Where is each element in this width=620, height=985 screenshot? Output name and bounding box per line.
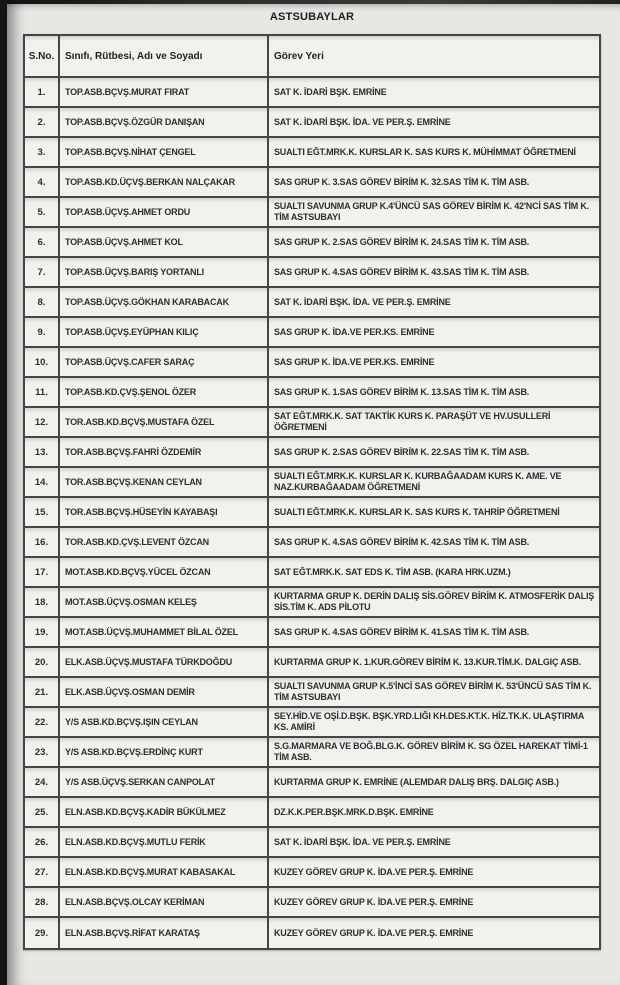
row-serial-number: [25, 618, 60, 646]
row-serial-number-label: 15.: [34, 506, 49, 518]
row-serial-number-label: 27.: [34, 866, 49, 878]
row-serial-number-label: 10.: [34, 356, 49, 368]
row-duty-station-label: SAT EĞT.MRK.K. SAT TAKTİK KURS K. PARAŞÜT VE HV.USULLERİ ÖĞRETMENİ: [274, 411, 551, 432]
table-row: [25, 798, 599, 828]
row-serial-number: [25, 498, 60, 526]
row-name-label: TOP.ASB.ÜÇVŞ.GÖKHAN KARABACAK: [65, 297, 229, 307]
row-duty-station: [269, 888, 599, 916]
table-row: [25, 258, 599, 288]
row-duty-station-label: SAT K. İDARİ BŞK. İDA. VE PER.Ş. EMRİNE: [274, 116, 451, 127]
row-serial-number: [25, 558, 60, 586]
row-name-label: TOR.ASB.BÇVŞ.FAHRİ ÖZDEMİR: [65, 447, 202, 457]
row-serial-number-label: 23.: [34, 746, 49, 758]
table-row: [25, 288, 599, 318]
table-row: [25, 318, 599, 348]
row-duty-station-label: SAS GRUP K. 1.SAS GÖREV BİRİM K. 13.SAS TİM K. TİM ASB.: [274, 386, 530, 397]
table-row: [25, 618, 599, 648]
scan-left-edge: [0, 0, 7, 985]
table-row: [25, 78, 599, 108]
row-name: [60, 228, 269, 256]
row-serial-number-label: 26.: [34, 836, 49, 848]
row-serial-number-label: 5.: [37, 206, 46, 218]
row-duty-station: [269, 78, 599, 106]
row-name: [60, 918, 269, 948]
row-serial-number-label: 28.: [34, 896, 49, 908]
row-name-label: Y/S ASB.KD.BÇVŞ.ERDİNÇ KURT: [65, 747, 203, 757]
table-row: [25, 498, 599, 528]
row-name-label: MOT.ASB.ÜÇVŞ.OSMAN KELEŞ: [65, 597, 197, 607]
row-name: [60, 108, 269, 136]
row-name-label: ELN.ASB.KD.BÇVŞ.MURAT KABASAKAL: [65, 867, 236, 877]
row-serial-number-label: 12.: [34, 416, 49, 428]
row-serial-number-label: 1.: [37, 86, 46, 98]
row-duty-station-label: SAS GRUP K. İDA.VE PER.KS. EMRİNE: [274, 356, 435, 367]
row-serial-number-label: 19.: [34, 626, 49, 638]
row-duty-station: [269, 168, 599, 196]
row-name: [60, 498, 269, 526]
row-name: [60, 288, 269, 316]
row-serial-number-label: 21.: [34, 686, 49, 698]
row-serial-number-label: 24.: [34, 776, 49, 788]
header-name-column-label: Sınıfı, Rütbesi, Adı ve Soyadı: [65, 50, 203, 62]
row-name: [60, 138, 269, 166]
row-duty-station: [269, 468, 599, 496]
row-name: [60, 798, 269, 826]
row-duty-station-label: SUALTI EĞT.MRK.K. KURSLAR K. SAS KURS K. MÜHİMMAT ÖĞRETMENİ: [274, 146, 576, 157]
row-duty-station: [269, 258, 599, 286]
table-body: [25, 78, 599, 948]
row-name: [60, 768, 269, 796]
row-name-label: TOR.ASB.BÇVŞ.HÜSEYİN KAYABAŞI: [65, 507, 218, 517]
table-row: [25, 558, 599, 588]
row-serial-number: [25, 528, 60, 556]
row-name: [60, 828, 269, 856]
row-name: [60, 78, 269, 106]
row-name: [60, 888, 269, 916]
page-title: ASTSUBAYLAR: [269, 11, 355, 23]
row-name-label: Y/S ASB.KD.BÇVŞ.IŞIN CEYLAN: [65, 717, 198, 727]
row-serial-number-label: 14.: [34, 476, 49, 488]
row-name-label: ELK.ASB.ÜÇVŞ.MUSTAFA TÜRKDOĞDU: [65, 657, 232, 667]
table-row: [25, 768, 599, 798]
table-row: [25, 408, 599, 438]
row-duty-station: [269, 348, 599, 376]
row-duty-station-label: KUZEY GÖREV GRUP K. İDA.VE PER.Ş. EMRİNE: [274, 896, 474, 907]
row-duty-station-label: DZ.K.K.PER.BŞK.MRK.D.BŞK. EMRİNE: [274, 806, 434, 817]
row-serial-number-label: 2.: [37, 116, 46, 128]
row-name: [60, 738, 269, 766]
row-duty-station: [269, 678, 599, 706]
row-serial-number: [25, 768, 60, 796]
row-serial-number-label: 11.: [35, 386, 48, 398]
row-serial-number: [25, 888, 60, 916]
row-name-label: TOP.ASB.ÜÇVŞ.AHMET KOL: [65, 237, 183, 247]
row-name-label: MOT.ASB.KD.BÇVŞ.YÜCEL ÖZCAN: [65, 567, 211, 577]
row-serial-number: [25, 738, 60, 766]
row-serial-number-label: 25.: [34, 806, 49, 818]
row-name: [60, 858, 269, 886]
row-name: [60, 408, 269, 436]
row-duty-station: [269, 108, 599, 136]
row-duty-station: [269, 498, 599, 526]
header-name-column: [60, 36, 269, 76]
row-duty-station: [269, 918, 599, 948]
row-name-label: TOP.ASB.ÜÇVŞ.AHMET ORDU: [65, 207, 191, 217]
row-duty-station-label: KURTARMA GRUP K. 1.KUR.GÖREV BİRİM K. 13.KUR.TİM.K. DALGIÇ ASB.: [274, 656, 581, 667]
row-serial-number: [25, 138, 60, 166]
row-name-label: TOP.ASB.ÜÇVŞ.BARIŞ YORTANLI: [65, 267, 204, 277]
row-name: [60, 558, 269, 586]
row-serial-number: [25, 798, 60, 826]
row-duty-station: [269, 138, 599, 166]
row-serial-number: [25, 918, 60, 948]
row-serial-number: [25, 828, 60, 856]
table-row: [25, 168, 599, 198]
row-serial-number: [25, 858, 60, 886]
row-serial-number: [25, 288, 60, 316]
row-serial-number: [25, 78, 60, 106]
row-duty-station-label: SAT K. İDARİ BŞK. EMRİNE: [274, 86, 387, 97]
row-duty-station: [269, 738, 599, 766]
row-serial-number: [25, 258, 60, 286]
header-serial-number-label: S.No.: [28, 50, 55, 62]
row-duty-station: [269, 528, 599, 556]
row-duty-station: [269, 768, 599, 796]
table-row: [25, 858, 599, 888]
row-serial-number: [25, 108, 60, 136]
row-serial-number: [25, 588, 60, 616]
table-row: [25, 108, 599, 138]
row-serial-number: [25, 678, 60, 706]
row-serial-number-label: 4.: [37, 176, 46, 188]
table-row: [25, 678, 599, 708]
row-serial-number: [25, 438, 60, 466]
row-name: [60, 708, 269, 736]
row-name: [60, 258, 269, 286]
personnel-table: [23, 34, 601, 950]
row-name-label: ELK.ASB.ÜÇVŞ.OSMAN DEMİR: [65, 687, 195, 697]
row-duty-station-label: SAS GRUP K. 4.SAS GÖREV BİRİM K. 43.SAS TİM K. TİM ASB.: [274, 266, 530, 277]
header-duty-column-label: Görev Yeri: [274, 50, 324, 62]
row-serial-number-label: 3.: [37, 146, 46, 158]
row-name: [60, 438, 269, 466]
row-duty-station-label: SUALTI EĞT.MRK.K. KURSLAR K. SAS KURS K. TAHRİP ÖĞRETMENİ: [274, 506, 560, 517]
table-row: [25, 198, 599, 228]
row-serial-number-label: 29.: [34, 927, 49, 939]
table-row: [25, 828, 599, 858]
row-name: [60, 198, 269, 226]
row-name-label: TOP.ASB.ÜÇVŞ.CAFER SARAÇ: [65, 357, 195, 367]
row-name: [60, 378, 269, 406]
row-name-label: TOP.ASB.KD.ÜÇVŞ.BERKAN NALÇAKAR: [65, 177, 235, 187]
row-serial-number-label: 20.: [34, 656, 49, 668]
row-serial-number: [25, 348, 60, 376]
row-serial-number-label: 17.: [34, 566, 49, 578]
row-duty-station-label: SUALTI SAVUNMA GRUP K.4'ÜNCÜ SAS GÖREV BİRİM K. 42'NCİ SAS TİM K. TİM ASTSUBAYI: [274, 201, 589, 222]
row-duty-station-label: SAT K. İDARİ BŞK. İDA. VE PER.Ş. EMRİNE: [274, 296, 451, 307]
row-name-label: TOP.ASB.BÇVŞ.MURAT FIRAT: [65, 87, 190, 97]
row-duty-station: [269, 648, 599, 676]
row-duty-station-label: SEY.HİD.VE OŞİ.D.BŞK. BŞK.YRD.LIĞI KH.DES.KT.K. HİZ.TK.K. ULAŞTIRMA KS. AMİRİ: [274, 711, 584, 732]
row-duty-station: [269, 708, 599, 736]
header-duty-column: [269, 36, 599, 76]
row-name: [60, 648, 269, 676]
row-name-label: ELN.ASB.BÇVŞ.RİFAT KARATAŞ: [65, 928, 200, 938]
row-name-label: TOP.ASB.BÇVŞ.ÖZGÜR DANIŞAN: [65, 117, 205, 127]
row-duty-station: [269, 408, 599, 436]
row-duty-station: [269, 858, 599, 886]
row-serial-number-label: 13.: [34, 446, 49, 458]
row-duty-station: [269, 618, 599, 646]
row-duty-station-label: SAS GRUP K. 2.SAS GÖREV BİRİM K. 22.SAS TİM K. TİM ASB.: [274, 446, 530, 457]
row-duty-station-label: SAS GRUP K. 3.SAS GÖREV BİRİM K. 32.SAS TİM K. TİM ASB.: [274, 176, 530, 187]
row-serial-number-label: 6.: [37, 236, 46, 248]
row-duty-station-label: SAS GRUP K. 4.SAS GÖREV BİRİM K. 41.SAS TİM K. TİM ASB.: [274, 626, 530, 637]
row-name: [60, 528, 269, 556]
row-duty-station: [269, 228, 599, 256]
row-name: [60, 468, 269, 496]
row-duty-station: [269, 378, 599, 406]
row-name: [60, 318, 269, 346]
row-name-label: ELN.ASB.BÇVŞ.OLCAY KERİMAN: [65, 897, 205, 907]
row-serial-number: [25, 408, 60, 436]
row-duty-station: [269, 438, 599, 466]
row-name: [60, 678, 269, 706]
row-duty-station-label: KUZEY GÖREV GRUP K. İDA.VE PER.Ş. EMRİNE: [274, 866, 474, 877]
row-serial-number-label: 22.: [34, 716, 49, 728]
row-name-label: TOR.ASB.KD.ÇVŞ.LEVENT ÖZCAN: [65, 537, 209, 547]
row-name-label: TOR.ASB.BÇVŞ.KENAN CEYLAN: [65, 477, 202, 487]
table-row: [25, 918, 599, 948]
row-duty-station: [269, 288, 599, 316]
table-row: [25, 138, 599, 168]
row-serial-number: [25, 378, 60, 406]
row-name: [60, 618, 269, 646]
row-duty-station-label: KURTARMA GRUP K. EMRİNE (ALEMDAR DALIŞ BRŞ. DALGIÇ ASB.): [274, 776, 559, 787]
row-serial-number: [25, 648, 60, 676]
row-duty-station-label: SAT EĞT.MRK.K. SAT EDS K. TİM ASB. (KARA HRK.UZM.): [274, 566, 511, 577]
row-serial-number: [25, 708, 60, 736]
table-row: [25, 888, 599, 918]
row-serial-number-label: 16.: [34, 536, 49, 548]
row-duty-station-label: SUALTI EĞT.MRK.K. KURSLAR K. KURBAĞAADAM KURS K. AME. VE NAZ.KURBAĞAADAM ÖĞRETMENİ: [274, 471, 562, 492]
row-name-label: TOR.ASB.KD.BÇVŞ.MUSTAFA ÖZEL: [65, 417, 215, 427]
header-serial-number: [25, 36, 60, 76]
table-header-row: [25, 36, 599, 78]
row-duty-station-label: SAS GRUP K. İDA.VE PER.KS. EMRİNE: [274, 326, 435, 337]
row-serial-number: [25, 228, 60, 256]
row-serial-number-label: 9.: [37, 326, 46, 338]
table-row: [25, 348, 599, 378]
row-duty-station-label: S.G.MARMARA VE BOĞ.BLG.K. GÖREV BİRİM K. SG ÖZEL HAREKAT TİMİ-1 TİM ASB.: [274, 741, 588, 762]
row-duty-station: [269, 588, 599, 616]
row-name-label: ELN.ASB.KD.BÇVŞ.MUTLU FERİK: [65, 837, 206, 847]
row-name: [60, 168, 269, 196]
row-name: [60, 348, 269, 376]
row-serial-number: [25, 168, 60, 196]
row-duty-station: [269, 318, 599, 346]
row-duty-station: [269, 558, 599, 586]
row-name-label: MOT.ASB.ÜÇVŞ.MUHAMMET BİLAL ÖZEL: [65, 627, 238, 637]
table-row: [25, 228, 599, 258]
row-duty-station-label: SAT K. İDARİ BŞK. İDA. VE PER.Ş. EMRİNE: [274, 836, 451, 847]
row-name-label: TOP.ASB.KD.ÇVŞ.ŞENOL ÖZER: [65, 387, 197, 397]
table-row: [25, 708, 599, 738]
row-duty-station-label: SAS GRUP K. 2.SAS GÖREV BİRİM K. 24.SAS TİM K. TİM ASB.: [274, 236, 530, 247]
row-serial-number: [25, 468, 60, 496]
row-duty-station-label: KURTARMA GRUP K. DERİN DALIŞ SİS.GÖREV BİRİM K. ATMOSFERİK DALIŞ SİS.TİM K. ADS PİLOTU: [274, 591, 595, 612]
table-row: [25, 528, 599, 558]
table-row: [25, 588, 599, 618]
row-serial-number: [25, 318, 60, 346]
row-duty-station-label: KUZEY GÖREV GRUP K. İDA.VE PER.Ş. EMRİNE: [274, 927, 474, 938]
row-duty-station: [269, 798, 599, 826]
row-duty-station-label: SAS GRUP K. 4.SAS GÖREV BİRİM K. 42.SAS TİM K. TİM ASB.: [274, 536, 530, 547]
table-row: [25, 648, 599, 678]
row-duty-station: [269, 828, 599, 856]
row-serial-number: [25, 198, 60, 226]
table-row: [25, 738, 599, 768]
table-row: [25, 438, 599, 468]
row-name-label: TOP.ASB.BÇVŞ.NİHAT ÇENGEL: [65, 147, 196, 157]
table-row: [25, 468, 599, 498]
table-row: [25, 378, 599, 408]
row-serial-number-label: 18.: [34, 596, 49, 608]
row-name-label: TOP.ASB.ÜÇVŞ.EYÜPHAN KILIÇ: [65, 327, 199, 337]
row-name-label: Y/S ASB.ÜÇVŞ.SERKAN CANPOLAT: [65, 777, 215, 787]
row-name: [60, 588, 269, 616]
row-name-label: ELN.ASB.KD.BÇVŞ.KADİR BÜKÜLMEZ: [65, 807, 226, 817]
row-serial-number-label: 7.: [37, 266, 46, 278]
row-duty-station: [269, 198, 599, 226]
row-serial-number-label: 8.: [37, 296, 46, 308]
row-duty-station-label: SUALTI SAVUNMA GRUP K.5'İNCİ SAS GÖREV BİRİM K. 53'ÜNCÜ SAS TİM K. TİM ASTSUBAYI: [274, 681, 592, 702]
